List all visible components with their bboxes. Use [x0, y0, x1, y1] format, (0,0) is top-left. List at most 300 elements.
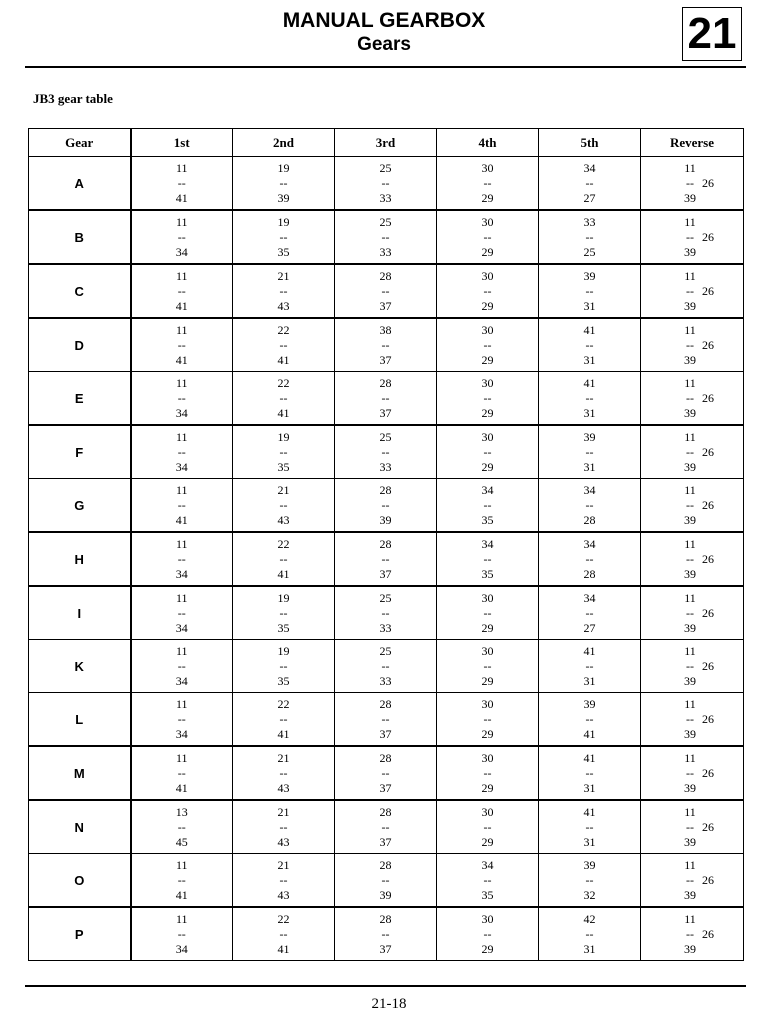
gear-ratio-cell: [437, 210, 539, 264]
gear-ratio: [278, 751, 290, 796]
table-row: [29, 800, 744, 854]
ratio-denominator: 32: [583, 887, 596, 902]
gear-ratio-cell: [131, 210, 233, 264]
ratio-numerator: 34: [481, 482, 494, 497]
ratio-denominator: 35: [481, 566, 494, 581]
ratio-denominator: 43: [277, 780, 290, 795]
ratio-separator: --: [483, 175, 492, 190]
ratio-separator: --: [483, 765, 492, 780]
gear-ratio: [278, 697, 290, 742]
ratio-separator: --: [279, 926, 288, 941]
gear-ratio: [482, 323, 494, 368]
gear-ratio-cell: [131, 693, 233, 747]
ratio-separator: --: [381, 872, 390, 887]
gear-ratio-cell: [539, 586, 641, 640]
table-row: [29, 264, 744, 318]
reverse-ratio: [670, 269, 714, 314]
gear-ratio-cell: [131, 800, 233, 854]
ratio-denominator: 37: [379, 298, 392, 313]
ratio-denominator: 29: [481, 190, 494, 205]
gear-ratio-cell: [539, 372, 641, 426]
ratio-separator: --: [279, 711, 288, 726]
gear-ratio-cell: [131, 640, 233, 693]
gear-ratio-cell: [437, 640, 539, 693]
ratio-separator: --: [177, 337, 186, 352]
ratio-numerator: 28: [379, 857, 392, 872]
table-header-row: [29, 129, 744, 157]
ratio-denominator: 31: [583, 673, 596, 688]
ratio-numerator: 33: [583, 214, 596, 229]
gear-ratio: [380, 161, 392, 206]
ratio-denominator: 43: [277, 887, 290, 902]
gear-ratio: [380, 912, 392, 957]
ratio-numerator: 11: [175, 750, 188, 765]
reverse-intermediate-value: 26: [702, 337, 714, 352]
ratio-denominator: 35: [481, 887, 494, 902]
ratio-separator: --: [483, 497, 492, 512]
ratio-separator: --: [585, 551, 594, 566]
ratio-denominator: 31: [583, 405, 596, 420]
ratio-separator: --: [279, 658, 288, 673]
gear-ratio: [176, 697, 188, 742]
ratio-separator: --: [585, 872, 594, 887]
ratio-separator: --: [585, 283, 594, 298]
ratio-numerator: 30: [481, 643, 494, 658]
gear-ratio: [584, 483, 596, 528]
ratio-denominator: 29: [481, 726, 494, 741]
gear-ratio: [684, 430, 696, 475]
footer-divider: [25, 985, 746, 987]
ratio-denominator: 39: [684, 566, 696, 581]
ratio-separator: --: [279, 229, 288, 244]
ratio-denominator: 34: [175, 726, 188, 741]
ratio-denominator: 39: [379, 512, 392, 527]
gear-code-cell: I: [29, 586, 131, 640]
ratio-separator: --: [686, 872, 694, 887]
gear-ratio-cell: [335, 425, 437, 479]
gear-ratio-cell: [233, 907, 335, 961]
ratio-numerator: 28: [379, 750, 392, 765]
ratio-denominator: 28: [583, 566, 596, 581]
ratio-numerator: 21: [277, 268, 290, 283]
ratio-numerator: 11: [175, 268, 188, 283]
gear-ratio: [684, 161, 696, 206]
reverse-ratio-cell: [641, 640, 744, 693]
reverse-ratio: [670, 430, 714, 475]
ratio-denominator: 35: [277, 673, 290, 688]
gear-ratio: [176, 751, 188, 796]
ratio-separator: --: [585, 819, 594, 834]
reverse-intermediate-value: 26: [702, 175, 714, 190]
gear-ratio: [684, 858, 696, 903]
ratio-separator: --: [381, 605, 390, 620]
reverse-intermediate-value: 26: [702, 444, 714, 459]
ratio-denominator: 39: [277, 190, 290, 205]
table-row: [29, 372, 744, 426]
ratio-separator: --: [686, 765, 694, 780]
reverse-intermediate-value: 26: [702, 390, 714, 405]
ratio-separator: --: [686, 283, 694, 298]
gear-ratio: [176, 912, 188, 957]
gear-ratio: [380, 430, 392, 475]
ratio-separator: --: [585, 711, 594, 726]
ratio-denominator: 29: [481, 620, 494, 635]
gear-ratio-cell: [335, 157, 437, 211]
ratio-numerator: 11: [175, 482, 188, 497]
reverse-ratio: [670, 376, 714, 421]
document-title: MANUAL GEARBOX: [282, 9, 486, 32]
ratio-numerator: 34: [583, 536, 596, 551]
gear-ratio: [584, 858, 596, 903]
gear-ratio: [584, 376, 596, 421]
gear-ratio-cell: [539, 640, 641, 693]
ratio-separator: --: [381, 765, 390, 780]
ratio-denominator: 35: [277, 244, 290, 259]
ratio-numerator: 19: [277, 214, 290, 229]
ratio-denominator: 28: [583, 512, 596, 527]
ratio-separator: --: [585, 444, 594, 459]
ratio-separator: --: [279, 872, 288, 887]
ratio-numerator: 30: [481, 911, 494, 926]
gear-ratio-cell: [437, 264, 539, 318]
gear-ratio-cell: [539, 157, 641, 211]
gear-ratio-cell: [335, 800, 437, 854]
ratio-separator: --: [177, 444, 186, 459]
gear-ratio: [380, 483, 392, 528]
gear-ratio: [380, 323, 392, 368]
ratio-denominator: 41: [175, 887, 188, 902]
gear-ratio: [482, 161, 494, 206]
gear-ratio-cell: [131, 907, 233, 961]
gear-ratio: [482, 858, 494, 903]
ratio-denominator: 41: [277, 352, 290, 367]
gear-ratio: [584, 697, 596, 742]
ratio-separator: --: [279, 444, 288, 459]
gear-ratio-cell: [233, 264, 335, 318]
ratio-numerator: 22: [277, 696, 290, 711]
gear-ratio-cell: [233, 372, 335, 426]
ratio-numerator: 22: [277, 322, 290, 337]
ratio-denominator: 41: [583, 726, 596, 741]
reverse-intermediate-value: 26: [702, 926, 714, 941]
reverse-ratio: [670, 323, 714, 368]
gear-ratio-cell: [233, 425, 335, 479]
ratio-denominator: 34: [175, 620, 188, 635]
ratio-denominator: 34: [175, 941, 188, 956]
ratio-denominator: 39: [684, 887, 696, 902]
ratio-numerator: 28: [379, 482, 392, 497]
ratio-denominator: 34: [175, 244, 188, 259]
gear-ratio-cell: [233, 800, 335, 854]
ratio-separator: --: [279, 819, 288, 834]
gear-ratio: [176, 805, 188, 850]
gear-code-cell: O: [29, 854, 131, 908]
ratio-separator: --: [483, 337, 492, 352]
reverse-ratio: [670, 751, 714, 796]
ratio-separator: --: [279, 497, 288, 512]
gear-ratio: [584, 644, 596, 689]
table-row: [29, 157, 744, 211]
ratio-denominator: 39: [684, 190, 696, 205]
ratio-denominator: 39: [379, 887, 392, 902]
gear-ratio-cell: [131, 372, 233, 426]
ratio-denominator: 29: [481, 941, 494, 956]
reverse-intermediate-value: 26: [702, 872, 714, 887]
ratio-separator: --: [381, 337, 390, 352]
table-row: [29, 532, 744, 586]
ratio-separator: --: [585, 605, 594, 620]
chapter-number-box: 21: [682, 7, 742, 61]
ratio-denominator: 35: [481, 512, 494, 527]
ratio-denominator: 41: [277, 405, 290, 420]
gear-ratio: [176, 376, 188, 421]
ratio-separator: --: [585, 390, 594, 405]
gear-ratio: [482, 376, 494, 421]
gear-ratio-cell: [539, 532, 641, 586]
reverse-ratio-cell: [641, 800, 744, 854]
ratio-denominator: 39: [684, 780, 696, 795]
gear-ratio-cell: [233, 746, 335, 800]
reverse-ratio: [670, 215, 714, 260]
ratio-denominator: 37: [379, 780, 392, 795]
gear-ratio: [278, 912, 290, 957]
gear-ratio: [684, 697, 696, 742]
gear-ratio-cell: [539, 854, 641, 908]
ratio-separator: --: [177, 926, 186, 941]
gear-ratio-cell: [233, 479, 335, 533]
gear-ratio-cell: [233, 318, 335, 372]
ratio-denominator: 41: [175, 352, 188, 367]
ratio-denominator: 39: [684, 834, 696, 849]
ratio-numerator: 34: [481, 857, 494, 872]
document-subtitle: Gears: [357, 34, 411, 55]
gear-ratio: [584, 537, 596, 582]
column-header-2nd: 2nd: [233, 129, 335, 157]
column-header-reverse: Reverse: [641, 129, 744, 157]
reverse-ratio: [670, 644, 714, 689]
reverse-intermediate-value: 26: [702, 605, 714, 620]
reverse-ratio: [670, 591, 714, 636]
ratio-denominator: 39: [684, 352, 696, 367]
ratio-denominator: 29: [481, 834, 494, 849]
ratio-numerator: 41: [583, 643, 596, 658]
reverse-ratio-cell: [641, 264, 744, 318]
ratio-numerator: 11: [175, 429, 188, 444]
ratio-separator: --: [585, 497, 594, 512]
ratio-denominator: 34: [175, 566, 188, 581]
gear-ratio: [278, 161, 290, 206]
ratio-denominator: 45: [175, 834, 188, 849]
gear-ratio: [380, 751, 392, 796]
gear-ratio-cell: [335, 479, 437, 533]
ratio-numerator: 11: [684, 750, 696, 765]
gear-ratio: [176, 483, 188, 528]
ratio-separator: --: [483, 872, 492, 887]
gear-ratio-cell: [539, 746, 641, 800]
gear-ratio: [278, 644, 290, 689]
reverse-intermediate-value: 26: [702, 819, 714, 834]
gear-ratio: [584, 161, 596, 206]
gear-ratio: [176, 161, 188, 206]
ratio-numerator: 30: [481, 268, 494, 283]
ratio-separator: --: [279, 390, 288, 405]
reverse-intermediate-value: 26: [702, 497, 714, 512]
gear-ratio-cell: [437, 425, 539, 479]
ratio-separator: --: [585, 926, 594, 941]
gear-ratio: [278, 269, 290, 314]
ratio-separator: --: [177, 872, 186, 887]
ratio-separator: --: [585, 229, 594, 244]
table-row: [29, 318, 744, 372]
ratio-denominator: 37: [379, 834, 392, 849]
gear-ratio: [278, 537, 290, 582]
ratio-numerator: 30: [481, 214, 494, 229]
ratio-numerator: 41: [583, 750, 596, 765]
gear-ratio: [482, 805, 494, 850]
ratio-separator: --: [585, 175, 594, 190]
ratio-denominator: 41: [175, 298, 188, 313]
ratio-numerator: 30: [481, 429, 494, 444]
reverse-ratio: [670, 858, 714, 903]
ratio-numerator: 11: [175, 590, 188, 605]
ratio-separator: --: [686, 497, 694, 512]
table-row: [29, 586, 744, 640]
ratio-denominator: 41: [277, 941, 290, 956]
ratio-separator: --: [686, 551, 694, 566]
gear-ratio: [584, 912, 596, 957]
gear-ratio-cell: [335, 532, 437, 586]
ratio-numerator: 19: [277, 160, 290, 175]
ratio-numerator: 13: [175, 804, 188, 819]
ratio-separator: --: [279, 337, 288, 352]
gear-ratio-cell: [437, 372, 539, 426]
gear-ratio: [684, 644, 696, 689]
ratio-separator: --: [177, 229, 186, 244]
ratio-numerator: 11: [684, 911, 696, 926]
ratio-separator: --: [686, 605, 694, 620]
gear-ratio: [380, 644, 392, 689]
ratio-numerator: 11: [175, 160, 188, 175]
column-header-3rd: 3rd: [335, 129, 437, 157]
gear-ratio-cell: [131, 479, 233, 533]
reverse-ratio-cell: [641, 532, 744, 586]
table-row: [29, 210, 744, 264]
ratio-denominator: 33: [379, 244, 392, 259]
gear-ratio: [176, 323, 188, 368]
ratio-numerator: 28: [379, 375, 392, 390]
ratio-separator: --: [381, 497, 390, 512]
ratio-numerator: 11: [175, 696, 188, 711]
ratio-denominator: 31: [583, 459, 596, 474]
ratio-separator: --: [483, 390, 492, 405]
gear-ratio-cell: [233, 854, 335, 908]
table-row: [29, 854, 744, 908]
ratio-numerator: 11: [175, 214, 188, 229]
gear-table: [28, 128, 744, 961]
gear-ratio: [176, 858, 188, 903]
ratio-separator: --: [279, 175, 288, 190]
gear-ratio-cell: [437, 479, 539, 533]
gear-ratio-cell: [233, 532, 335, 586]
ratio-separator: --: [177, 605, 186, 620]
gear-code-cell: K: [29, 640, 131, 693]
gear-ratio-cell: [131, 854, 233, 908]
gear-ratio-cell: [539, 264, 641, 318]
gear-ratio: [278, 858, 290, 903]
gear-ratio: [584, 269, 596, 314]
gear-ratio: [278, 215, 290, 260]
gear-ratio: [684, 751, 696, 796]
ratio-separator: --: [177, 551, 186, 566]
gear-ratio: [278, 483, 290, 528]
gear-code-cell: B: [29, 210, 131, 264]
gear-ratio: [482, 912, 494, 957]
ratio-separator: --: [177, 711, 186, 726]
ratio-numerator: 28: [379, 804, 392, 819]
ratio-denominator: 39: [684, 459, 696, 474]
gear-ratio: [176, 430, 188, 475]
ratio-denominator: 29: [481, 405, 494, 420]
ratio-separator: --: [686, 444, 694, 459]
ratio-denominator: 29: [481, 673, 494, 688]
gear-ratio: [380, 537, 392, 582]
ratio-numerator: 30: [481, 590, 494, 605]
ratio-separator: --: [177, 765, 186, 780]
gear-ratio-cell: [437, 157, 539, 211]
ratio-numerator: 11: [684, 643, 696, 658]
gear-ratio: [482, 215, 494, 260]
reverse-ratio-cell: [641, 157, 744, 211]
ratio-separator: --: [381, 390, 390, 405]
gear-ratio-cell: [233, 640, 335, 693]
ratio-numerator: 11: [175, 536, 188, 551]
gear-ratio: [584, 323, 596, 368]
gear-ratio-cell: [335, 854, 437, 908]
gear-ratio: [584, 430, 596, 475]
gear-ratio-cell: [233, 693, 335, 747]
ratio-numerator: 11: [684, 322, 696, 337]
ratio-numerator: 34: [583, 482, 596, 497]
ratio-separator: --: [483, 711, 492, 726]
ratio-numerator: 41: [583, 322, 596, 337]
ratio-numerator: 38: [379, 322, 392, 337]
ratio-numerator: 30: [481, 375, 494, 390]
ratio-denominator: 39: [684, 512, 696, 527]
ratio-separator: --: [279, 283, 288, 298]
ratio-denominator: 33: [379, 673, 392, 688]
reverse-intermediate-value: 26: [702, 765, 714, 780]
gear-ratio-cell: [335, 693, 437, 747]
ratio-denominator: 41: [277, 566, 290, 581]
reverse-ratio: [670, 697, 714, 742]
ratio-denominator: 37: [379, 352, 392, 367]
gear-ratio-cell: [539, 800, 641, 854]
gear-code-cell: H: [29, 532, 131, 586]
ratio-numerator: 42: [583, 911, 596, 926]
ratio-denominator: 31: [583, 780, 596, 795]
reverse-intermediate-value: 26: [702, 658, 714, 673]
gear-ratio: [684, 537, 696, 582]
ratio-numerator: 25: [379, 429, 392, 444]
table-row: [29, 425, 744, 479]
gear-ratio: [684, 269, 696, 314]
gear-ratio: [380, 858, 392, 903]
reverse-ratio-cell: [641, 372, 744, 426]
gear-ratio-cell: [539, 907, 641, 961]
gear-code-cell: F: [29, 425, 131, 479]
gear-ratio: [278, 376, 290, 421]
ratio-separator: --: [279, 605, 288, 620]
